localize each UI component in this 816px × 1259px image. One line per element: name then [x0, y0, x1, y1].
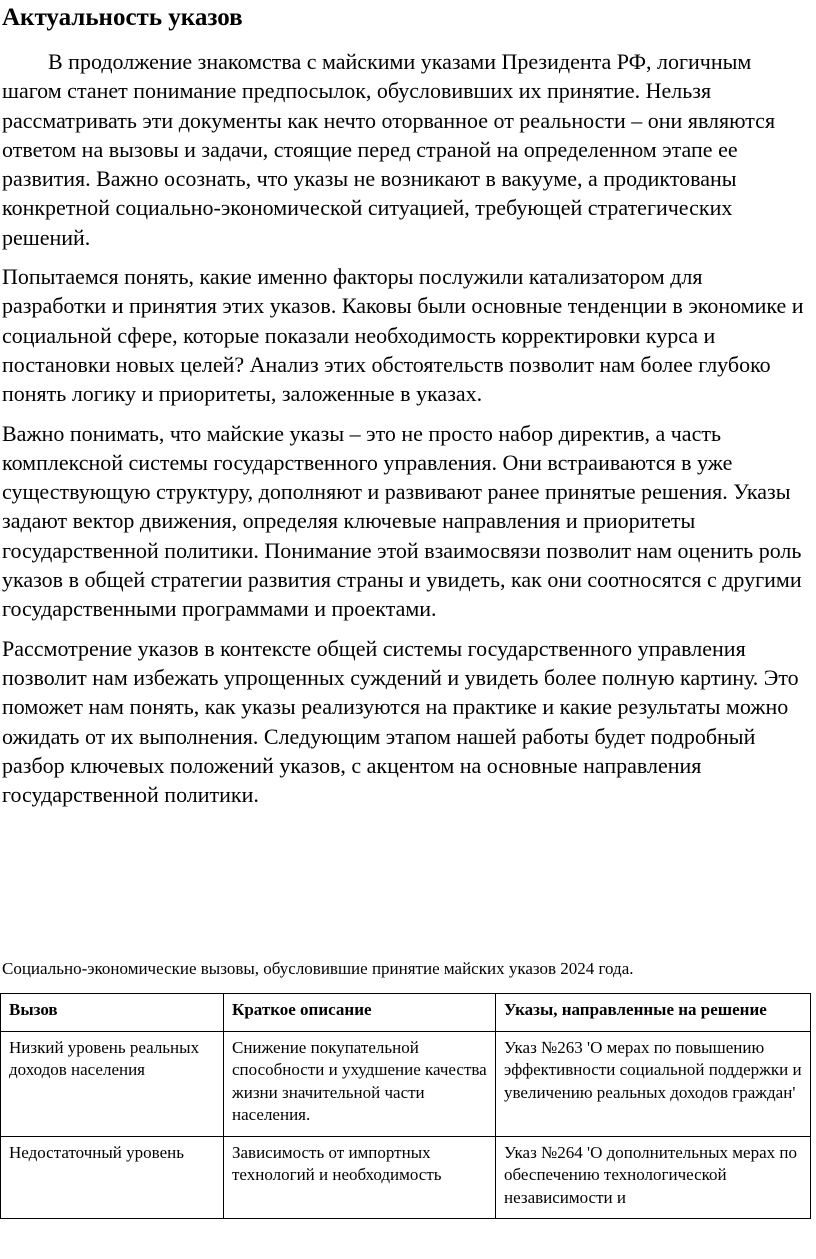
table-cell-challenge: Недостаточный уровень [1, 1136, 224, 1219]
table-header-row [1, 994, 811, 1032]
document-body [2, 47, 812, 819]
header-decrees: Указы, направленные на решение [496, 994, 811, 1032]
paragraph-1: В продолжение знакомства с майскими указами Президента РФ, логичным шагом станет понимание предпосылок, обусловивших их принятие. Нельзя рассматривать эти документы как нечто оторванное от реальности – они являются ответом на вызовы и задачи, стоящие перед страной на определенном этапе ее развития. Важно осознать, что указы не возникают в вакууме, а продиктованы конкретной социально-экономической ситуацией, требующей стратегических решений. [2, 49, 776, 250]
document-title: Актуальность указов [2, 4, 243, 31]
table-caption: Социально-экономические вызовы, обусловившие принятие майских указов 2024 года. [2, 959, 634, 978]
table-cell-decree: Указ №263 'О мерах по повышению эффективности социальной поддержки и увеличению реальных доходов граждан' [496, 1031, 811, 1136]
header-challenge: Вызов [1, 994, 224, 1032]
header-description: Краткое описание [224, 994, 496, 1032]
table-cell-decree: Указ №264 'О дополнительных мерах по обеспечению технологической независимости и [496, 1136, 811, 1219]
paragraph-4: Рассмотрение указов в контексте общей системы государственного управления позволит нам избежать упрощенных суждений и увидеть более полную картину. Это поможет нам понять, как указы реализуются на практике и какие результаты можно ожидать от их выполнения. Следующим этапом нашей работы будет подробный разбор ключевых положений указов, с акцентом на основные направления государственной политики. [2, 635, 799, 808]
table-row [1, 1031, 811, 1136]
table-cell-description: Снижение покупательной способности и ухудшение качества жизни значительной части населения. [224, 1031, 496, 1136]
challenges-table [0, 993, 811, 1219]
table-row [1, 1136, 811, 1219]
paragraph-3: Важно понимать, что майские указы – это не просто набор директив, а часть комплексной системы государственного управления. Они встраиваются в уже существующую структуру, дополняют и развивают ранее принятые решения. Указы задают вектор движения, определяя ключевые направления и приоритеты государственной политики. Понимание этой взаимосвязи позволит нам оценить роль указов в общей стратегии развития страны и увидеть, как они соотносятся с другими государственными программами и проектами. [2, 420, 802, 622]
table-cell-challenge: Низкий уровень реальных доходов населения [1, 1031, 224, 1136]
paragraph-2: Попытаемся понять, какие именно факторы послужили катализатором для разработки и принятия этих указов. Каковы были основные тенденции в экономике и социальной сфере, которые показали необходимость корректировки курса и постановки новых целей? Анализ этих обстоятельств позволит нам более глубоко понять логику и приоритеты, заложенные в указах. [2, 264, 804, 407]
table-cell-description: Зависимость от импортных технологий и необходимость [224, 1136, 496, 1219]
